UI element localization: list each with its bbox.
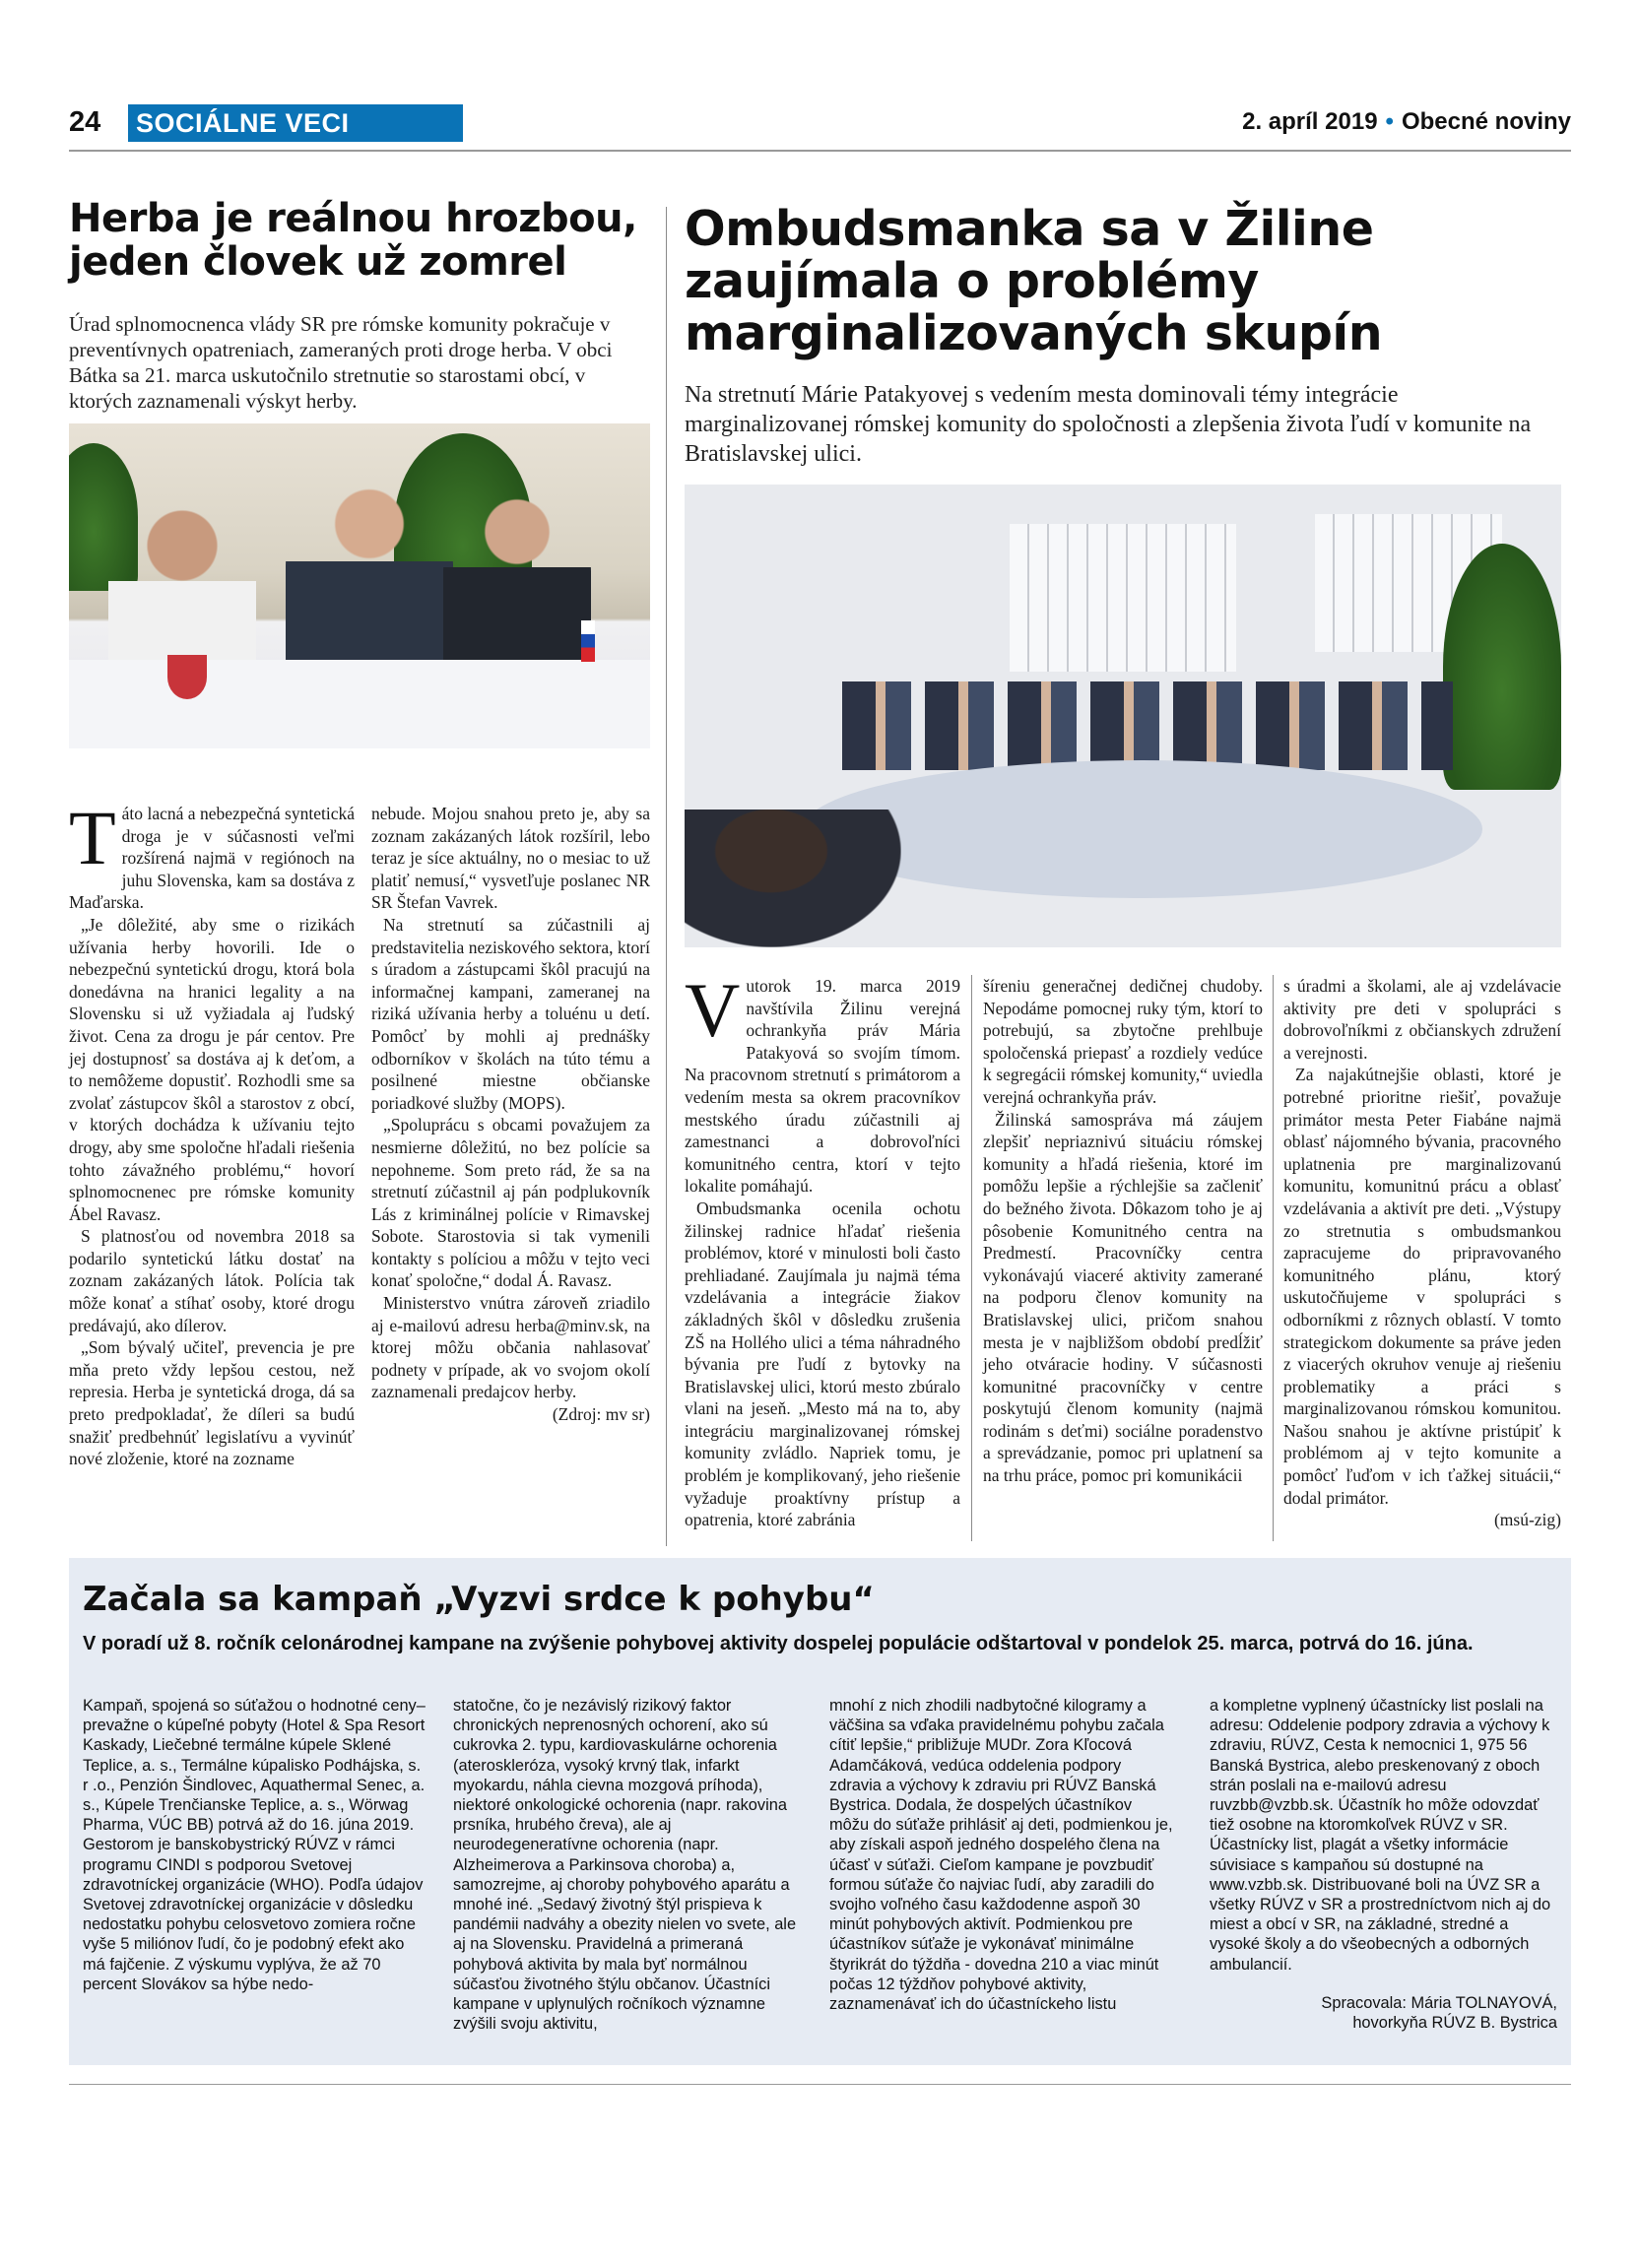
left-article-head — [69, 197, 650, 414]
left-article-column-2 — [371, 803, 650, 1426]
column-divider — [971, 975, 972, 1541]
right-article-lead: Na stretnutí Márie Patakyovej s vedením mesta dominovali témy integrácie marginalizovanej rómskej komunity do spoločnosti a zlepšenia života ľudí v komunite na Bratislavskej ulici. — [685, 382, 1532, 467]
person-image — [685, 810, 901, 947]
paragraph: „Som bývalý učiteľ, prevencia je pre mňa preto vždy lepšou cestou, než represia. Herba je syntetická droga, dá sa preto predpokladať, že díleri sa budú snažiť predbehnúť legislatívu a vyvinúť nové zloženie, ktoré na zozname — [69, 1337, 355, 1469]
campaign-lead: V poradí už 8. ročník celonárodnej kampane na zvýšenie pohybovej aktivity dospelej populácie odštartoval v pondelok 25. marca, potrvá do 16. júna. — [83, 1633, 1474, 1654]
right-article-column-1 — [685, 967, 960, 1531]
source-credit: (Zdroj: mv sr) — [552, 1404, 650, 1425]
paragraph: „Je dôležité, aby sme o rizikách užívania herby hovorili. Ide o nebezpečnú syntetickú drogu, ktorá bola donedávna na hranici legality a na Slovensku si už vyžiadala aj ľudský život. Cena za drogu je pár centov. Pre jej dostupnosť sa dostáva aj k deťom, a to nemôžeme dopustiť. Rozhodli sme sa zvolať zástupcov škôl a starostov z obcí, v ktorých dochádza k užívaniu tejto drogy, aby sme spoločne hľadali riešenia tohto závažného problému,“ hovorí splnomocnenec pre rómske komunity Ábel Ravasz. — [69, 914, 355, 1224]
paragraph: áto lacná a nebezpečná syntetická droga je v súčasnosti veľmi rozšírená najmä v regiónoch na juhu Slovenska, kam sa dostáva z Maďarska. — [69, 804, 355, 913]
paragraph: Na stretnutí sa zúčastnili aj predstavitelia neziskového sektora, ktorí s úradom a zástupcami škôl pracujú na informačnej kampani, zameranej na riziká užívania herby a toluénu u detí. Pomôcť by mohli aj prednášky odborníkov v školách na túto tému a posilnené miestne občianske poriadkové služby (MOPS). — [371, 914, 650, 1113]
campaign-column-2: statočne, čo je nezávislý rizikový faktor chronických neprenosných ochorení, ako sú cukrovka 2. typu, kardiovaskulárne ochorenia (ateroskleróza, vysoký krvný tlak, infarkt myokardu, náhla cievna mozgová príhoda), niektoré onkologické ochorenia (napr. rakovina prsníka, hrubého čreva), ale aj neurodegeneratívne ochorenia (napr. Alzheimerova a Parkinsova choroba) a, samozrejme, aj choroby pohybového aparátu a mnohé iné. „Sedavý životný štýl prispieva k pandémii nadváhy a obezity nielen vo svete, ale aj na Slovensku. Pravidelná a primeraná pohybová aktivita by mala byť normálnou súčasťou životného štýlu občanov. Účastníci kampane v uplynulých ročníkoch významne zvýšili svoju aktivitu, — [453, 1697, 797, 2034]
campaign-column-3: mnohí z nich zhodili nadbytočné kilogramy a väčšina sa vďaka pravidelnému pohybu začala cítiť lepšie,“ približuje MUDr. Zora Kľocová Adamčáková, vedúca oddelenia podpory zdravia a výchovy k zdraviu pri RÚVZ Banská Bystrica. Dodala, že dospelých účastníkov môžu do súťaže prihlásiť aj deti, podmienkou je, aby získali aspoň jedného dospelého člena na účasť v súťaži. Cieľom kampane je povzbudiť formou súťaže čo najviac ľudí, aby zaradili do svojho voľného času každodenne aspoň 30 minút pohybových aktivít. Podmienkou pre účastníkov súťaže je vykonávať minimálne štyrikrát do týždňa - dovedna 210 a viac minút počas 12 týždňov pohybové aktivity, zaznamenávať ich do účastníckeho listu — [829, 1697, 1173, 2014]
paragraph: Ministerstvo vnútra zároveň zriadilo aj e-mailovú adresu herba@minv.sk, na ktorej môžu občania nahlasovať podnety v prípade, ak vo svojom okolí zaznamenali predajcov herby. — [371, 1293, 650, 1402]
bullet-icon: • — [1385, 108, 1394, 135]
section-label: SOCIÁLNE VECI — [128, 104, 463, 142]
campaign-box — [69, 1558, 1571, 2065]
paper-name: Obecné noviny — [1401, 108, 1571, 135]
signature-line: hovorkyňa RÚVZ B. Bystrica — [1352, 2014, 1557, 2033]
right-article-column-2 — [983, 975, 1263, 1487]
left-article-lead: Úrad splnomocnenca vlády SR pre rómske komunity pokračuje v preventívnych opatreniach, zameraných proti droge herba. V obci Bátka sa 21. marca uskutočnilo stretnutie so starostami obcí, v ktorých zaznamenali výskyt herby. — [69, 312, 613, 413]
paragraph: S platnosťou od novembra 2018 sa podarilo syntetickú látku dostať na zoznam zakázaných látok. Polícia tak môže konať a stíhať osoby, ktoré drogu predávajú, ako dílerov. — [69, 1226, 355, 1335]
paragraph: šíreniu generačnej dedičnej chudoby. Nepodáme pomocnej ruky tým, ktorí to potrebujú, sa zbytočne prehlbuje spoločenská priepasť a rozdiely vedúce k segregácii rómskej komunity,“ uviedla verejná ochrankyňa práv. — [983, 976, 1263, 1107]
header-divider — [69, 150, 1571, 152]
table-image — [803, 760, 1482, 898]
page-header — [69, 102, 1571, 148]
footer-divider — [69, 2084, 1571, 2085]
column-divider — [666, 207, 667, 1546]
campaign-column-1: Kampaň, spojená so súťažou o hodnotné ceny– prevažne o kúpeľné pobyty (Hotel & Spa Resort Kaskady, Liečebné termálne kúpele Sklené Teplice, a. s., Termálne kúpalisko Podhájska, s. r .o., Penzión Šindlovec, Aquathermal Senec, a. s., Kúpele Trenčianske Teplice, a. s., Wörwag Pharma, VÚC BB) potrvá až do 16. júna 2019. Gestorom je banskobystrický RÚVZ v rámci programu CINDI s podporou Svetovej zdravotníckej organizácie (WHO). Podľa údajov Svetovej zdravotníckej organizácie v dôsledku nedostatku pohybu celosvetovo zomiera ročne vyše 5 miliónov ľudí, čo je podobný efekt ako má fajčenie. Z výskumu vyplýva, že až 70 percent Slovákov sa hýbe nedo- — [83, 1697, 426, 1993]
meeting-photo — [69, 423, 650, 748]
table-image — [69, 660, 650, 748]
plant-image — [1443, 544, 1561, 790]
paragraph: Ombudsmanka ocenila ochotu žilinskej radnice hľadať riešenia problémov, ktoré v minulosti boli často prehliadané. Zaujímala ju najmä téma vzdelávania a integrácie žiakov základných škôl v dôsledku zrušenia ZŠ na Hollého ulici a téma náhradného bývania pre ľudí z bytovky na Bratislavskej ulici, ktorú mesto zbúralo vlani na jeseň. „Mesto má na to, aby integráciu marginalizovanej rómskej komunity zvládlo. Napriek tomu, je problém je komplikovaný, jeho riešenie vyžaduje proaktívny prístup a opatrenia, ktoré zabránia — [685, 1198, 960, 1530]
paragraph: Za najakútnejšie oblasti, ktoré je potrebné prioritne riešiť, považuje primátor mesta Peter Fiabáne najmä oblasť nájomného bývania, pracovného uplatnenia pre marginalizovanú komunitu, komunitnú prácu a oblasť vzdelávania a aktivít pre deti. „Výstupy zo stretnutia s ombudsmankou zapracujeme do pripravovaného komunitného plánu, ktorý uskutočňujeme v spolupráci s odborníkmi z rôznych oblastí. V tomto strategickom dokumente sa práve jeden z viacerých okruhov venuje aj riešeniu problematiky a práci s marginalizovanou rómskou komunitou. Našou snahou je aktívne pristúpiť k problémom aj v tejto komunite a pomôcť ľuďom v ich ťažkej situácii,“ dodal primátor. — [1283, 1065, 1561, 1508]
issue-date: 2. apríl 2019 — [1242, 108, 1378, 135]
column-divider — [1273, 975, 1274, 1541]
coat-of-arms-icon — [167, 655, 207, 699]
campaign-column-4: a kompletne vyplnený účastnícky list poslali na adresu: Oddelenie podpory zdravia a výchovy k zdraviu, RÚVZ, Cesta k nemocnici 1, 975 56 Banská Bystrica, alebo preskenovaný z oboch strán poslali na e-mailovú adresu ruvzbb@vzbb.sk. Účastník ho môže odovzdať tiež osobne na ktoromkoľvek RÚVZ v SR. Účastnícky list, plagát a všetky informácie súvisiace s kampaňou sú dostupné na www.vzbb.sk. Distribuované boli na ÚVZ SR a všetky RÚVZ v SR a prostredníctvom nich aj do miest a obcí v SR, na základné, stredné a vysoké školy a do všeobecných a odborných ambulancií. — [1210, 1697, 1551, 1974]
campaign-title: Začala sa kampaň „Vyzvi srdce k pohybu“ — [83, 1580, 875, 1619]
person-image — [286, 483, 453, 689]
paragraph: utorok 19. marca 2019 navštívila Žilinu verejná ochrankyňa práv Mária Patakyová so svojím tímom. Na pracovnom stretnutí s primátorom a vedením mesta sa okrem pracovníkov mestského úradu zúčastnili aj zamestnanci a dobrovoľníci komunitného centra, ktorí v tejto lokalite pomáhajú. — [685, 976, 960, 1197]
dropcap: T — [69, 795, 116, 880]
signature-line: Spracovala: Mária TOLNAYOVÁ, — [1321, 1994, 1557, 2012]
paragraph: nebude. Mojou snahou preto je, aby sa zoznam zakázaných látok rozšíril, lebo teraz je síce aktuálny, no o mesiac to už platiť nemusí,“ vysvetľuje poslanec NR SR Štefan Vavrek. — [371, 804, 650, 913]
paragraph: Žilinská samospráva má záujem zlepšiť nepriaznivú situáciu rómskej komunity a hľadá riešenia, ktoré im pomôžu lepšie a rýchlejšie sa začleniť do bežného života. Dôkazom toho je aj pôsobenie Komunitného centra na Predmestí. Pracovníčky centra vykonávajú viaceré aktivity zamerané na podporu členov komunity na Bratislavskej ulici, pričom snahou mesta je v najbližšom období predĺžiť jeho otváracie hodiny. V súčasnosti komunitné pracovníčky v centre poskytujú členom komunity (najmä rodinám s deťmi) sociálne poradenstvo a sprevádzanie, pomoc pri uplatnení sa na trhu práce, pomoc pri komunikácii — [983, 1109, 1263, 1486]
participants-image — [842, 681, 1453, 770]
left-article-column-1 — [69, 795, 355, 1470]
page-number: 24 — [69, 106, 101, 138]
right-article-title: Ombudsmanka sa v Žiline zaujímala o problémy marginalizovaných skupín — [685, 201, 1383, 361]
paragraph: „Spoluprácu s obcami považujem za nesmierne dôležitú, no bez polície sa nepohneme. Som preto rád, že sa na stretnutí zúčastnil aj pán podplukovník Lás z kriminálnej polície v Rimavskej Sobote. Starostovia si tak vymenili kontakty s políciou a môžu v tejto veci konať spoločne,“ dodal Á. Ravasz. — [371, 1115, 650, 1291]
source-credit: (msú-zig) — [1493, 1510, 1561, 1530]
conference-photo — [685, 485, 1561, 947]
campaign-signature — [1321, 1993, 1557, 2033]
flag-icon — [581, 620, 595, 662]
dropcap: V — [685, 967, 741, 1053]
left-article-title: Herba je reálnou hrozbou, jeden človek už zomrel — [69, 196, 637, 285]
issue-info — [1242, 108, 1571, 136]
right-article-column-3 — [1283, 975, 1561, 1531]
paragraph: s úradmi a školami, ale aj vzdelávacie aktivity pre deti v spolupráci s dobrovoľníkmi z občianskych združení a verejnosti. — [1283, 976, 1561, 1063]
window-image — [1010, 524, 1236, 672]
